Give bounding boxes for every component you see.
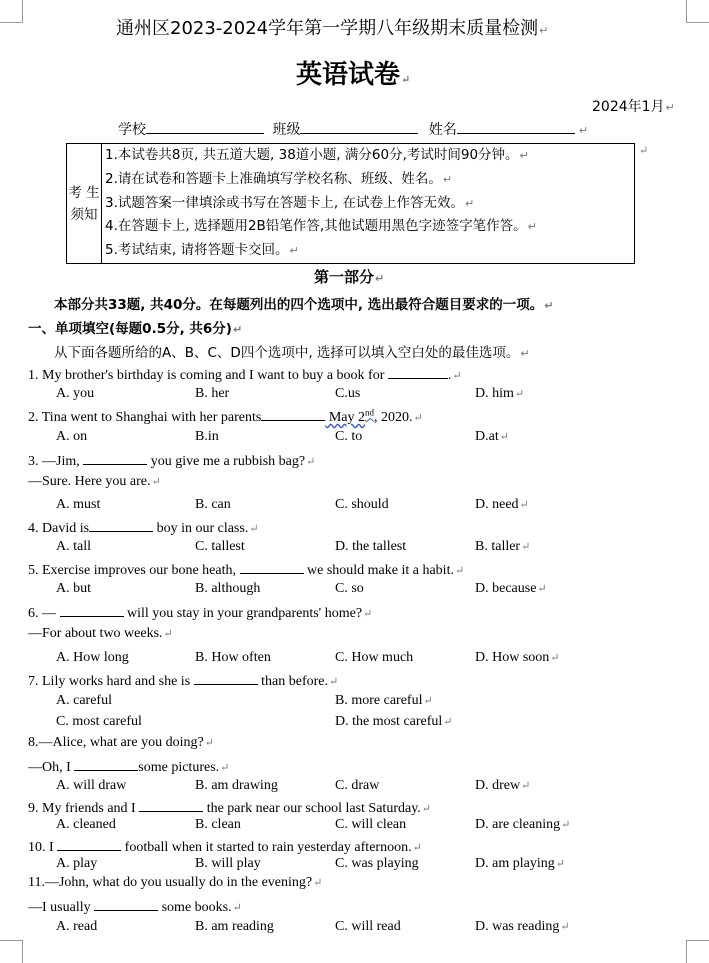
exam-title: 通州区2023-2024学年第一学期八年级期末质量检测↵ — [116, 18, 549, 39]
question-6: 6. — will you stay in your grandparents' home?↵ — [28, 603, 372, 622]
question-1-option[interactable]: A. you — [56, 386, 95, 401]
question-5-option[interactable]: B. although — [195, 581, 261, 596]
answer-blank[interactable] — [194, 671, 258, 685]
question-4-option[interactable]: A. tall — [56, 539, 91, 554]
question-11-option[interactable]: B. am reading — [195, 919, 274, 934]
question-4-option[interactable]: B. taller↵ — [475, 539, 531, 554]
section-instruction: 从下面各题所给的A、B、C、D四个选项中, 选择可以填入空白处的最佳选项。↵ — [54, 345, 530, 361]
exam-date: 2024年1月↵ — [592, 99, 675, 115]
question-6-option[interactable]: D. How soon↵ — [475, 650, 560, 665]
answer-blank[interactable] — [89, 518, 153, 532]
question-10-option[interactable]: A. play — [56, 856, 98, 871]
notice-item: 4.在答题卡上, 选择题用2B铅笔作答,其他试题用黑色字迹签字笔作答。↵ — [105, 218, 537, 235]
notice-item: 2.请在试卷和答题卡上准确填写学校名称、班级、姓名。↵ — [105, 170, 453, 187]
name-label: 姓名 — [428, 122, 457, 138]
notice-label: 考 生 须知 — [67, 144, 102, 264]
answer-blank[interactable] — [60, 603, 124, 617]
answer-blank[interactable] — [94, 897, 158, 911]
question-3-option[interactable]: A. must — [56, 497, 101, 512]
question-8-option[interactable]: B. am drawing — [195, 778, 278, 793]
notice-item: 5.考试结束, 请将答题卡交回。↵ — [105, 242, 299, 259]
question-5-option[interactable]: D. because↵ — [475, 581, 547, 596]
question-9-option[interactable]: D. are cleaning↵ — [475, 817, 571, 832]
question-1-option[interactable]: D. him↵ — [475, 386, 525, 401]
question-2-option[interactable]: D.at↵ — [475, 429, 509, 444]
question-3-option[interactable]: C. should — [335, 497, 389, 512]
question-9-option[interactable]: B. clean — [195, 817, 241, 832]
question-10-option[interactable]: D. am playing↵ — [475, 856, 565, 871]
answer-blank[interactable] — [83, 451, 147, 465]
student-info-line: 学校 班级 姓名 ↵ — [118, 122, 589, 138]
question-3-option[interactable]: B. can — [195, 497, 231, 512]
question-9: 9. My friends and I the park near our school last Saturday.↵ — [28, 798, 431, 817]
answer-blank[interactable] — [57, 837, 121, 851]
class-field[interactable] — [300, 120, 418, 134]
question-7-option[interactable]: D. the most careful↵ — [335, 714, 453, 729]
school-label: 学校 — [118, 122, 146, 138]
answer-blank[interactable] — [139, 798, 203, 812]
corner-mark-bottom-left — [0, 940, 23, 963]
question-9-option[interactable]: C. will clean — [335, 817, 407, 832]
question-11-option[interactable]: C. will read — [335, 919, 401, 934]
question-10-option[interactable]: B. will play — [195, 856, 261, 871]
question-7-option[interactable]: B. more careful↵ — [335, 693, 433, 708]
question-11-option[interactable]: A. read — [56, 919, 98, 934]
question-3-reply: —Sure. Here you are.↵ — [28, 474, 161, 489]
question-10: 10. I football when it started to rain yesterday afternoon.↵ — [28, 837, 422, 856]
question-11-reply: —I usually some books.↵ — [28, 897, 242, 916]
question-10-option[interactable]: C. was playing — [335, 856, 419, 871]
question-6-option[interactable]: A. How long — [56, 650, 129, 665]
corner-mark-bottom-right — [686, 940, 709, 963]
question-2-option[interactable]: A. on — [56, 429, 88, 444]
question-9-option[interactable]: A. cleaned — [56, 817, 116, 832]
question-5-option[interactable]: A. but — [56, 581, 91, 596]
table-row-end-mark: ↵ — [639, 145, 649, 157]
question-7-option[interactable]: C. most careful — [56, 714, 142, 729]
question-4: 4. David is boy in our class.↵ — [28, 518, 259, 537]
question-2-option[interactable]: B.in — [195, 429, 219, 444]
answer-blank[interactable] — [388, 365, 448, 379]
paper-subtitle: 英语试卷↵ — [296, 60, 411, 90]
question-7-option[interactable]: A. careful — [56, 693, 112, 708]
question-5: 5. Exercise improves our bone heath, we should make it a habit.↵ — [28, 560, 464, 579]
answer-blank[interactable] — [240, 560, 304, 574]
question-4-option[interactable]: D. the tallest — [335, 539, 407, 554]
question-11-option[interactable]: D. was reading↵ — [475, 919, 570, 934]
question-11: 11.—John, what do you usually do in the evening?↵ — [28, 875, 323, 890]
question-2-option[interactable]: C. to — [335, 429, 363, 444]
corner-mark-top-left — [0, 0, 23, 23]
school-field[interactable] — [146, 120, 264, 134]
question-1-option[interactable]: C.us — [335, 386, 361, 401]
notice-items — [102, 144, 635, 264]
question-8-option[interactable]: C. draw — [335, 778, 380, 793]
question-6-reply: —For about two weeks.↵ — [28, 626, 173, 641]
notice-item: 3.试题答案一律填涂或书写在答题卡上, 在试卷上作答无效。↵ — [105, 194, 475, 211]
question-8-option[interactable]: A. will draw — [56, 778, 127, 793]
question-7: 7. Lily works hard and she is than before.↵ — [28, 671, 338, 690]
question-6-option[interactable]: C. How much — [335, 650, 414, 665]
answer-blank[interactable] — [74, 757, 138, 771]
question-8: 8.—Alice, what are you doing?↵ — [28, 735, 214, 750]
notice-item: 1.本试卷共8页, 共五道大题, 38道小题, 满分60分,考试时间90分钟。↵ — [105, 147, 529, 163]
answer-blank[interactable] — [261, 407, 325, 421]
section-title: 一、单项填空(每题0.5分, 共6分)↵ — [28, 321, 243, 337]
name-field[interactable] — [457, 120, 575, 134]
question-3-option[interactable]: D. need↵ — [475, 497, 529, 512]
question-1: 1. My brother's birthday is coming and I want to buy a book for .↵ — [28, 365, 462, 384]
question-5-option[interactable]: C. so — [335, 581, 364, 596]
question-8-reply: —Oh, I some pictures.↵ — [28, 757, 229, 776]
corner-mark-top-right — [686, 0, 709, 23]
question-8-option[interactable]: D. drew↵ — [475, 778, 531, 793]
question-4-option[interactable]: C. tallest — [195, 539, 245, 554]
exam-notice-table — [66, 143, 635, 264]
class-label: 班级 — [272, 122, 301, 138]
part-title: 第一部分↵ — [314, 268, 385, 286]
question-3: 3. —Jim, you give me a rubbish bag?↵ — [28, 451, 315, 470]
question-6-option[interactable]: B. How often — [195, 650, 271, 665]
question-1-option[interactable]: B. her — [195, 386, 230, 401]
part-intro: 本部分共33题, 共40分。在每题列出的四个选项中, 选出最符合题目要求的一项。↵ — [54, 297, 554, 313]
question-2: 2. Tina went to Shanghai with her parents May 2nd, 2020.↵ — [28, 407, 423, 425]
